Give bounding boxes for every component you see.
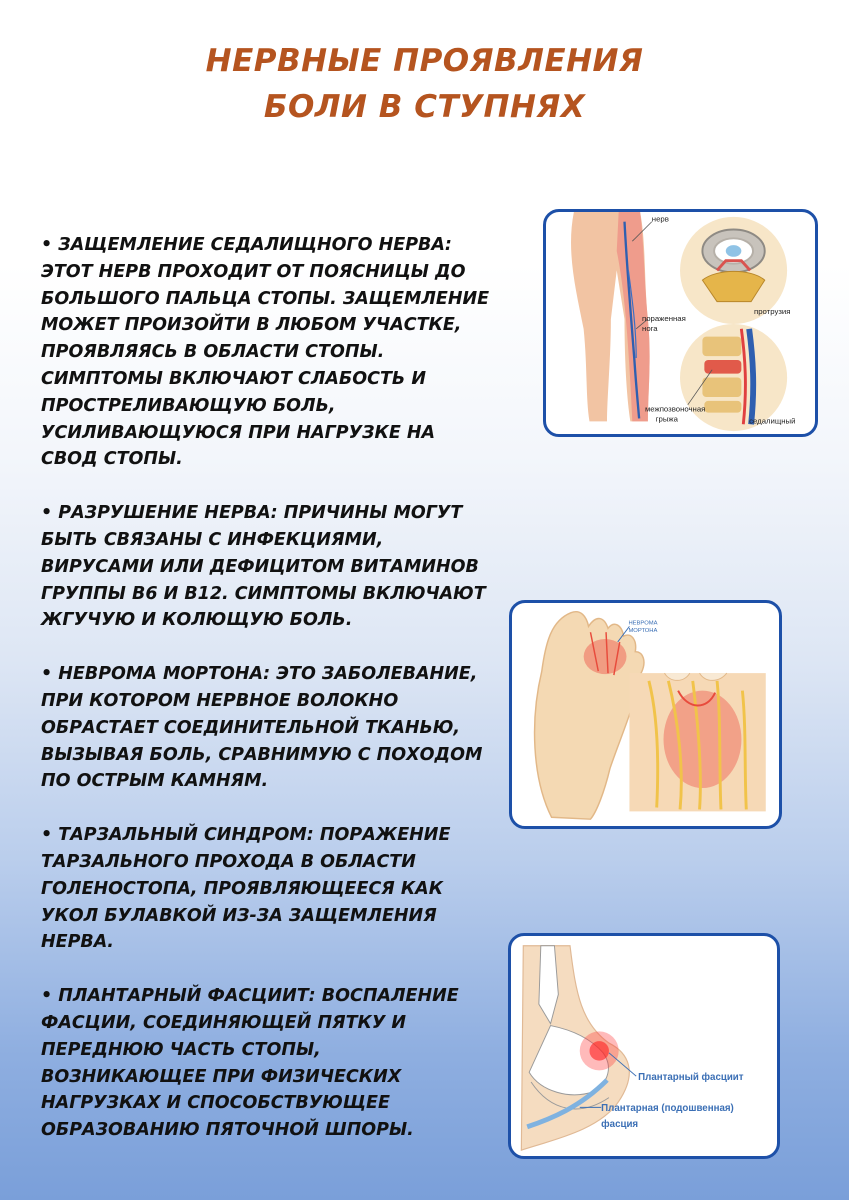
label-morton-2: МОРТОНА — [628, 628, 658, 635]
page-title-line-1: НЕРВНЫЕ ПРОЯВЛЕНИЯ — [205, 43, 644, 79]
paragraph-plantar-fasciitis: • ПЛАНТАРНЫЙ ФАСЦИИТ: ВОСПАЛЕНИЕ ФАСЦИИ, СОЕДИНЯЮЩЕЙ ПЯТКУ И ПЕРЕДНЮЮ ЧАСТЬ СТОПЫ, ВОЗНИКАЮЩЕЕ ПРИ ФИЗИЧЕСКИХ НАГРУЗКАХ И СПОСОБСТВУЮЩЕЕ ОБРАЗОВАНИЮ ПЯТОЧНОЙ ШПОРЫ. — [41, 986, 459, 1141]
label-affected-leg-1: пораженная — [642, 314, 686, 324]
label-morton-1: НЕВРОМА — [628, 620, 658, 627]
morton-neuroma-illustration — [509, 600, 782, 829]
plantar-fasciitis-illustration — [508, 933, 780, 1159]
label-affected-leg-2: нога — [642, 323, 658, 333]
page-title-line-2: БОЛИ В СТУПНЯХ — [263, 89, 586, 125]
label-nerve: нерв — [651, 214, 669, 224]
paragraph-sciatic-nerve: • ЗАЩЕМЛЕНИЕ СЕДАЛИЩНОГО НЕРВА: ЭТОТ НЕРВ ПРОХОДИТ ОТ ПОЯСНИЦЫ ДО БОЛЬШОГО ПАЛЬЦА СТОПЫ. ЗАЩЕМЛЕНИЕ МОЖЕТ ПРОИЗОЙТИ В ЛЮБОМ УЧАСТКЕ, ПРОЯВЛЯЯСЬ В ОБЛАСТИ СТОПЫ. СИМПТОМЫ ВКЛЮЧАЮТ СЛАБОСТЬ И ПРОСТРЕЛИВАЮЩУЮ БОЛЬ, УСИЛИВАЮЩУЮСЯ ПРИ НАГРУЗКЕ НА СВОД СТОПЫ. — [41, 235, 490, 470]
paragraph-tarsal-syndrome: • ТАРЗАЛЬНЫЙ СИНДРОМ: ПОРАЖЕНИЕ ТАРЗАЛЬНОГО ПРОХОДА В ОБЛАСТИ ГОЛЕНОСТОПА, ПРОЯВЛЯЮЩЕЕСЯ КАК УКОЛ БУЛАВКОЙ ИЗ-ЗА ЗАЩЕМЛЕНИЯ НЕРВА. — [41, 825, 451, 953]
morton-neuroma-drawing — [512, 603, 779, 826]
label-plantar-fascia-2: фасция — [601, 1118, 639, 1130]
paragraph-nerve-damage: • РАЗРУШЕНИЕ НЕРВА: ПРИЧИНЫ МОГУТ БЫТЬ СВЯЗАНЫ С ИНФЕКЦИЯМИ, ВИРУСАМИ ИЛИ ДЕФИЦИТОМ ВИТАМИНОВ ГРУППЫ B6 И B12. СИМПТОМЫ ВКЛЮЧАЮТ ЖГУЧУЮ И КОЛЮЩУЮ БОЛЬ. — [41, 503, 486, 631]
sciatic-nerve-illustration — [543, 209, 818, 437]
plantar-fasciitis-drawing — [511, 936, 777, 1156]
label-hernia-1: межпозвоночная — [644, 404, 706, 414]
foot-outline — [535, 612, 644, 819]
paragraph-morton-neuroma: • НЕВРОМА МОРТОНА: ЭТО ЗАБОЛЕВАНИЕ, ПРИ КОТОРОМ НЕРВНОЕ ВОЛОКНО ОБРАСТАЕТ СОЕДИНИТЕЛЬНОЙ ТКАНЬЮ, ВЫЗЫВАЯ БОЛЬ, СРАВНИМУЮ С ПОХОДОМ ПО ОСТРЫМ КАМНЯМ. — [41, 664, 483, 792]
label-plantar-fasciitis: Плантарный фасциит — [638, 1072, 744, 1084]
label-sciatic: седалищный — [749, 416, 796, 426]
sciatic-nerve-drawing — [546, 212, 815, 434]
label-plantar-fascia-1: Плантарная (подошвенная) — [601, 1103, 734, 1115]
symptoms-list — [41, 232, 491, 1171]
page-title — [0, 38, 849, 130]
label-hernia-2: грыжа — [655, 414, 678, 424]
label-protrusion: протрузия — [754, 307, 791, 317]
